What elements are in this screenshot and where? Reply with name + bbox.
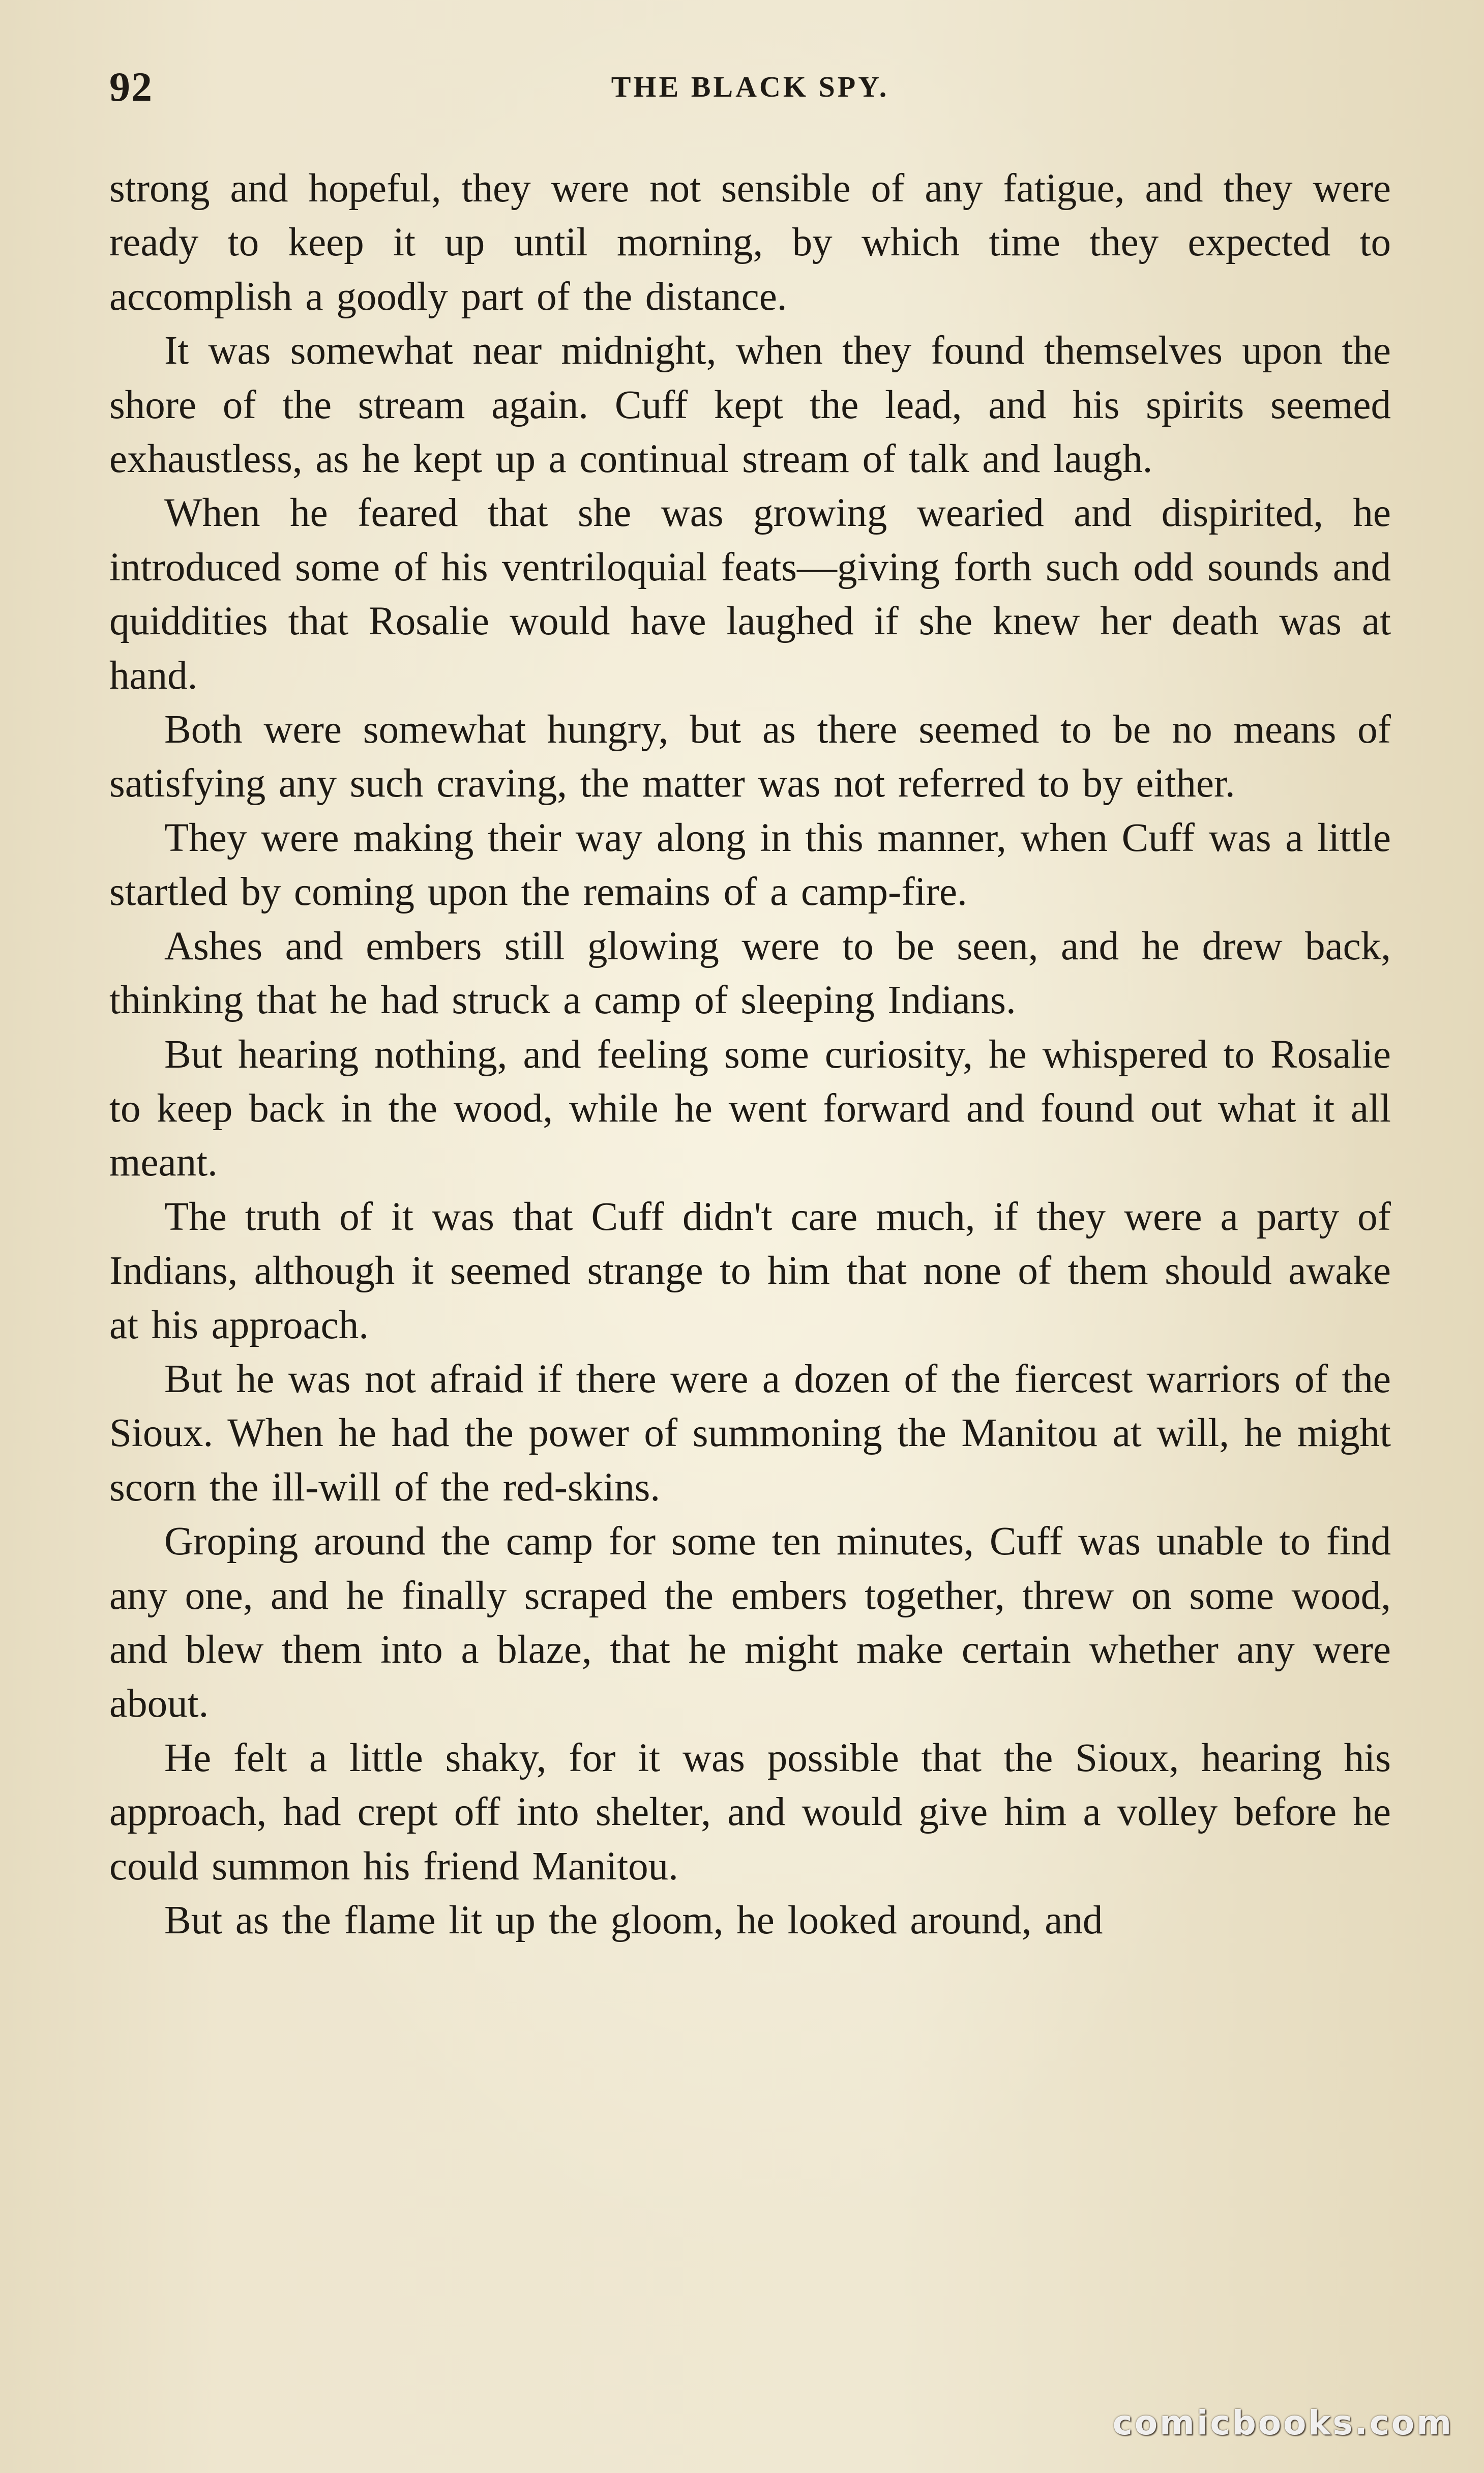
paragraph: When he feared that she was growing wearied and dispirited, he introduced some of his ventriloquial feats—giving forth such odd sounds and quiddities that Rosalie would have laughed if she knew her death was at hand. xyxy=(109,491,1391,698)
paragraph: But he was not afraid if there were a dozen of the fiercest warriors of the Sioux. When he had the power of summoning the Manitou at will, he might scorn the ill-will of the red-skins. xyxy=(109,1357,1391,1510)
paragraph: Both were somewhat hungry, but as there seemed to be no means of satisfying any such craving, the matter was not referred to by either. xyxy=(109,708,1391,806)
paragraph-continued: strong and hopeful, they were not sensible of any fatigue, and they were ready to keep it up until morning, by which time they expected to accomplish a goodly part of the distance. xyxy=(109,166,1391,319)
paragraph-continues: But as the flame lit up the gloom, he looked around, and xyxy=(164,1898,1103,1942)
paragraph: It was somewhat near midnight, when they found themselves upon the shore of the stream again. Cuff kept the lead, and his spirits seemed exhaustless, as he kept up a continual stream of talk and laugh. xyxy=(109,329,1391,482)
paragraph: They were making their way along in this manner, when Cuff was a little startled by coming upon the remains of a camp-fire. xyxy=(109,815,1391,915)
paragraph: Groping around the camp for some ten minutes, Cuff was unable to find any one, and he finally scraped the embers together, threw on some wood, and blew them into a blaze, that he might make certain whether any were about. xyxy=(109,1519,1391,1726)
paragraph: But hearing nothing, and feeling some curiosity, he whispered to Rosalie to keep back in the wood, while he went forward and found out what it all meant. xyxy=(109,1032,1391,1185)
paragraph: The truth of it was that Cuff didn't care much, if they were a party of Indians, although it seemed strange to him that none of them should awake at his approach. xyxy=(109,1194,1391,1347)
running-head: THE BLACK SPY. xyxy=(611,70,889,103)
paragraph: Ashes and embers still glowing were to be seen, and he drew back, thinking that he had struck a camp of sleeping Indians. xyxy=(109,924,1391,1023)
page-header xyxy=(109,61,1391,122)
paragraph: He felt a little shaky, for it was possible that the Sioux, hearing his approach, had crept off into shelter, and would give him a volley before he could summon his friend Manitou. xyxy=(109,1735,1391,1889)
page-number: 92 xyxy=(109,64,153,110)
body-text xyxy=(109,162,1391,1948)
watermark: comicbooks.com xyxy=(1112,2403,1453,2442)
